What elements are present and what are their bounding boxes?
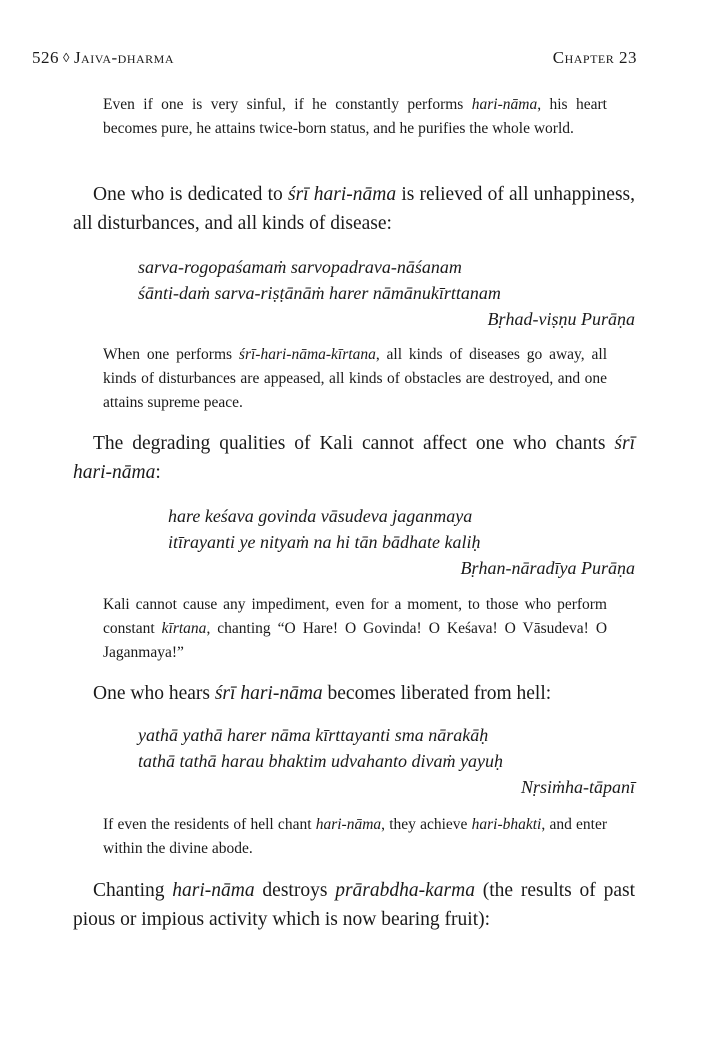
verse-1-line-2: śānti-daṁ sarva-riṣṭānāṁ harer nāmānukīrttanam [138, 283, 501, 303]
translation-1: Even if one is very sinful, if he constantly performs hari-nāma, his heart becomes pure, he attains twice-born status, and he purifies the whole world. [103, 96, 607, 137]
paragraph-3: One who hears śrī hari-nāma becomes liberated from hell: [93, 683, 552, 704]
translation-2: When one performs śrī-hari-nāma-kīrtana, all kinds of diseases go away, all kinds of disturbances are appeased, all kinds of obstacles are destroyed, and one attains supreme peace. [103, 346, 608, 411]
verse-2-line-1: hare keśava govinda vāsudeva jaganmaya [168, 506, 473, 526]
diamond-ornament-icon: ◊ [63, 50, 70, 65]
verse-3-line-1: yathā yathā harer nāma kīrttayanti sma nārakāḥ [138, 725, 489, 745]
verse-2-source: Bṛhan-nāradīya Purāṇa [460, 558, 635, 578]
paragraph-2: The degrading qualities of Kali cannot affect one who chants śrī hari-nāma: [73, 433, 635, 483]
header-left [32, 48, 174, 68]
verse-3-source: Nṛsiṁha-tāpanī [520, 777, 635, 797]
translation-3: Kali cannot cause any impediment, even for a moment, to those who perform constant kīrtana, chanting “O Hare! O Govinda! O Keśava! O Vāsudeva! O Jaganmaya!” [103, 596, 608, 661]
paragraph-1: One who is dedicated to śrī hari-nāma is relieved of all unhappiness, all disturbances, and all kinds of disease: [73, 184, 635, 234]
verse-1-source: Bṛhad-viṣṇu Purāṇa [487, 309, 635, 329]
translation-4: If even the residents of hell chant hari-nāma, they achieve hari-bhakti, and enter within the divine abode. [103, 816, 607, 857]
page-number: 526 [32, 48, 59, 67]
running-header [32, 48, 637, 72]
verse-1-line-1: sarva-rogopaśamaṁ sarvopadrava-nāśanam [138, 257, 462, 277]
verse-2-line-2: itīrayanti ye nityaṁ na hi tān bādhate kaliḥ [168, 532, 481, 552]
verse-3-line-2: tathā tathā harau bhaktim udvahanto divaṁ yayuḥ [138, 751, 503, 771]
paragraph-4: Chanting hari-nāma destroys prārabdha-karma (the results of past pious or impious activity which is now bearing fruit): [73, 880, 636, 930]
book-title: Jaiva-dharma [73, 48, 174, 67]
chapter-label: Chapter 23 [552, 48, 637, 67]
